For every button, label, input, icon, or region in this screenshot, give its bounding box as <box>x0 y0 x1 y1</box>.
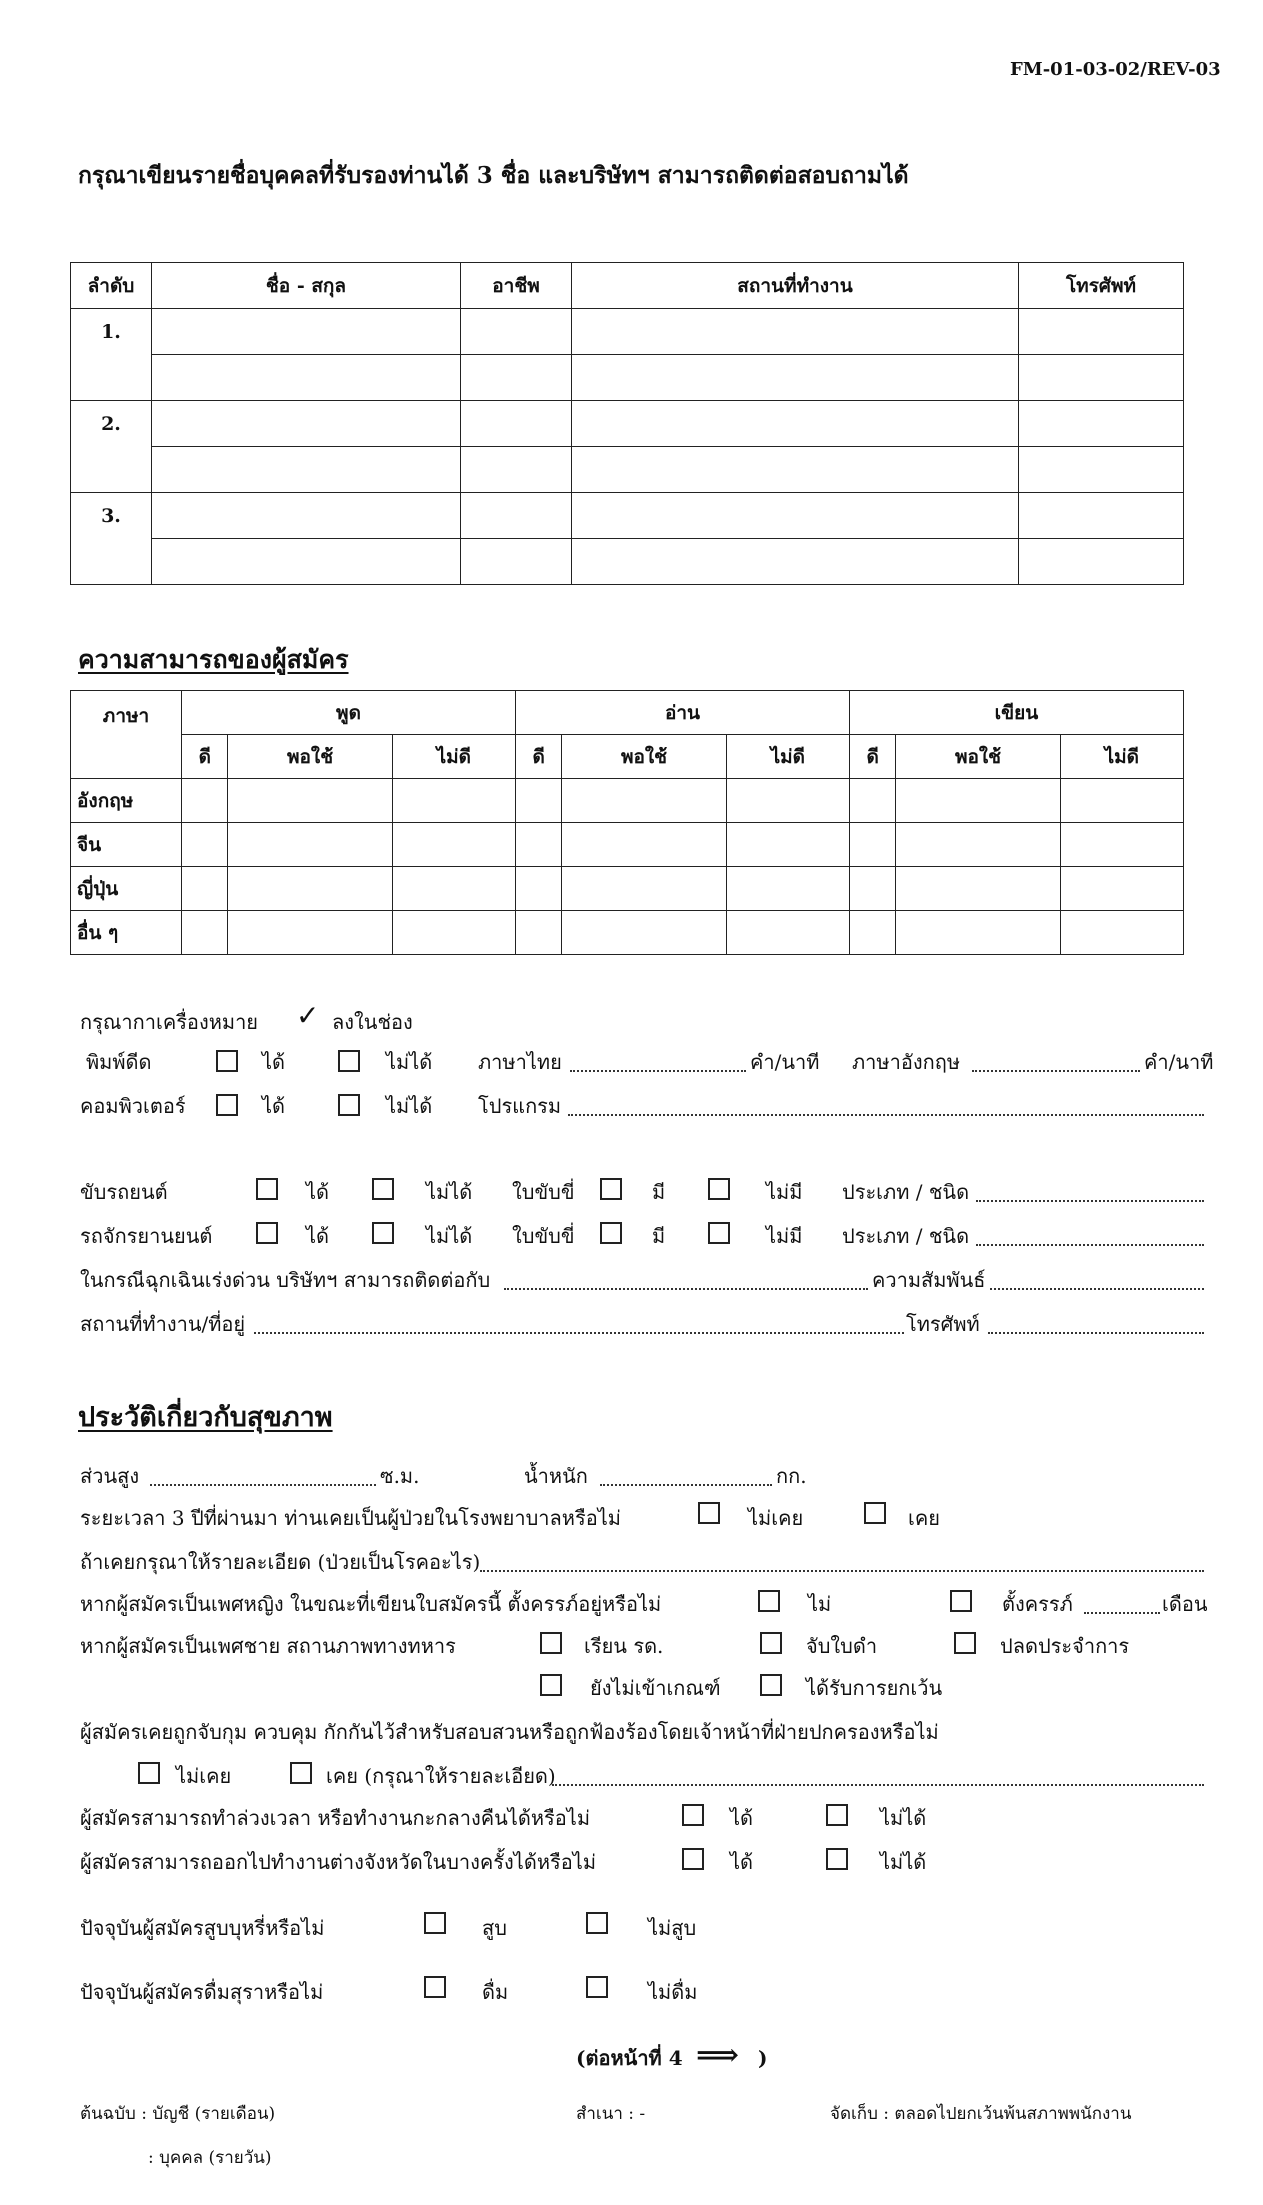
car-type-input[interactable] <box>976 1200 1204 1202</box>
check-mark-icon: ✓ <box>296 999 320 1032</box>
computer-cannot-label: ไม่ได้ <box>386 1094 433 1118</box>
typing-can-checkbox[interactable] <box>216 1050 238 1072</box>
smoke-yes-checkbox[interactable] <box>424 1912 446 1934</box>
program-label: โปรแกรม <box>478 1094 562 1118</box>
skill-read: อ่าน <box>515 691 849 735</box>
footer-storage: จัดเก็บ : ตลอดไปยกเว้นพ้นสภาพพนักงาน <box>830 2104 1132 2124</box>
arrest-never-checkbox[interactable] <box>138 1762 160 1784</box>
car-label: ขับรถยนต์ <box>80 1180 168 1204</box>
ref-1-phone[interactable] <box>1019 309 1184 355</box>
ref-1-phone-2[interactable] <box>1019 355 1184 401</box>
col-name: ชื่อ - สกุล <box>152 263 461 309</box>
moto-license-none-label: ไม่มี <box>766 1224 803 1248</box>
row-number: 2. <box>71 401 152 493</box>
car-cannot-checkbox[interactable] <box>372 1178 394 1200</box>
ref-3-name-2[interactable] <box>152 539 461 585</box>
hospital-ever-checkbox[interactable] <box>864 1502 886 1524</box>
smoke-question: ปัจจุบันผู้สมัครสูบบุหรี่หรือไม่ <box>80 1916 325 1940</box>
drink-no-checkbox[interactable] <box>586 1976 608 1998</box>
emergency-phone-label: โทรศัพท์ <box>906 1312 980 1336</box>
ref-3-phone-2[interactable] <box>1019 539 1184 585</box>
arrest-question: ผู้สมัครเคยถูกจับกุม ควบคุม กักกันไว้สำหรับสอบสวนหรือถูกฟ้องร้องโดยเจ้าหน้าที่ฝ่ายปกครองหรือไม่ <box>80 1720 939 1744</box>
health-heading: ประวัติเกี่ยวกับสุขภาพ <box>78 1402 333 1433</box>
moto-license-none-checkbox[interactable] <box>708 1222 730 1244</box>
military-not-yet-checkbox[interactable] <box>540 1674 562 1696</box>
ref-2-workplace-2[interactable] <box>572 447 1019 493</box>
lang-cell[interactable] <box>392 823 515 867</box>
typing-label: พิมพ์ดีด <box>86 1050 152 1074</box>
arrow-right-icon: ⟹ <box>696 2038 740 2073</box>
travel-can-label: ได้ <box>730 1850 754 1874</box>
travel-cannot-checkbox[interactable] <box>826 1848 848 1870</box>
military-rotc-label: เรียน รด. <box>584 1634 664 1658</box>
ref-2-phone-2[interactable] <box>1019 447 1184 493</box>
military-rotc-checkbox[interactable] <box>540 1632 562 1654</box>
continue-note: (ต่อหน้าที่ 4 <box>576 2046 683 2070</box>
lang-cell[interactable] <box>1060 823 1183 867</box>
travel-cannot-label: ไม่ได้ <box>880 1850 927 1874</box>
references-table <box>70 262 1184 585</box>
continue-close: ) <box>758 2046 768 2070</box>
lang-header: ภาษา <box>71 691 182 779</box>
weight-unit: กก. <box>776 1464 807 1488</box>
month-unit: เดือน <box>1162 1592 1208 1616</box>
typing-can-label: ได้ <box>262 1050 286 1074</box>
lang-cell[interactable] <box>515 867 561 911</box>
military-drafted-checkbox[interactable] <box>760 1632 782 1654</box>
col-workplace: สถานที่ทำงาน <box>572 263 1019 309</box>
lang-cell[interactable] <box>228 823 392 867</box>
skill-speak: พูด <box>182 691 516 735</box>
moto-license-label: ใบขับขี่ <box>512 1224 575 1248</box>
ref-2-name[interactable] <box>152 401 461 447</box>
level: พอใช้ <box>896 735 1060 779</box>
detail-input[interactable] <box>480 1570 1204 1572</box>
level: พอใช้ <box>228 735 392 779</box>
footer-original-2: : บุคคล (รายวัน) <box>148 2148 272 2168</box>
lang-cell[interactable] <box>896 911 1060 955</box>
instruction: กรุณากาเครื่องหมาย <box>80 1010 259 1034</box>
thai-wpm-input[interactable] <box>570 1070 746 1072</box>
smoke-no-checkbox[interactable] <box>586 1912 608 1934</box>
pregnant-yes-label: ตั้งครรภ์ <box>1002 1592 1073 1616</box>
address-label: สถานที่ทำงาน/ที่อยู่ <box>80 1312 246 1336</box>
lang-cell[interactable] <box>515 823 561 867</box>
lang-cell[interactable] <box>392 867 515 911</box>
computer-can-checkbox[interactable] <box>216 1094 238 1116</box>
moto-license-have-label: มี <box>652 1224 666 1248</box>
hospital-question: ระยะเวลา 3 ปีที่ผ่านมา ท่านเคยเป็นผู้ป่วยในโรงพยาบาลหรือไม่ <box>80 1506 621 1530</box>
lang-cell[interactable] <box>392 911 515 955</box>
arrest-never-label: ไม่เคย <box>176 1764 232 1788</box>
height-input[interactable] <box>150 1484 376 1486</box>
pregnant-yes-checkbox[interactable] <box>950 1590 972 1612</box>
travel-can-checkbox[interactable] <box>682 1848 704 1870</box>
hospital-ever-label: เคย <box>908 1506 940 1530</box>
ref-2-occupation-2[interactable] <box>461 447 572 493</box>
moto-can-label: ได้ <box>306 1224 330 1248</box>
car-license-none-checkbox[interactable] <box>708 1178 730 1200</box>
overtime-cannot-label: ไม่ได้ <box>880 1806 927 1830</box>
emergency-contact-input[interactable] <box>504 1288 868 1290</box>
ref-2-phone[interactable] <box>1019 401 1184 447</box>
ref-2-name-2[interactable] <box>152 447 461 493</box>
detail-question: ถ้าเคยกรุณาให้รายละเอียด (ป่วยเป็นโรคอะไร) <box>80 1550 481 1574</box>
typing-cannot-checkbox[interactable] <box>338 1050 360 1072</box>
level: ดี <box>182 735 228 779</box>
lang-cell[interactable] <box>896 823 1060 867</box>
ref-2-workplace[interactable] <box>572 401 1019 447</box>
military-not-yet-label: ยังไม่เข้าเกณฑ์ <box>590 1676 721 1700</box>
thai-label: ภาษาไทย <box>478 1050 562 1074</box>
lang-name: อังกฤษ <box>71 779 182 823</box>
lang-cell[interactable] <box>515 911 561 955</box>
lang-cell[interactable] <box>562 911 726 955</box>
typing-cannot-label: ไม่ได้ <box>386 1050 433 1074</box>
computer-label: คอมพิวเตอร์ <box>80 1094 186 1118</box>
lang-cell[interactable] <box>726 823 849 867</box>
drink-no-label: ไม่ดื่ม <box>648 1980 698 2004</box>
level: ดี <box>849 735 895 779</box>
travel-question: ผู้สมัครสามารถออกไปทำงานต่างจังหวัดในบางครั้งได้หรือไม่ <box>80 1850 597 1874</box>
moto-license-have-checkbox[interactable] <box>600 1222 622 1244</box>
lang-cell[interactable] <box>182 867 228 911</box>
relation-label: ความสัมพันธ์ <box>872 1268 986 1292</box>
lang-cell[interactable] <box>228 911 392 955</box>
pregnant-months-input[interactable] <box>1084 1612 1160 1614</box>
lang-cell[interactable] <box>896 779 1060 823</box>
lang-cell[interactable] <box>849 823 895 867</box>
drink-question: ปัจจุบันผู้สมัครดื่มสุราหรือไม่ <box>80 1980 324 2004</box>
female-question: หากผู้สมัครเป็นเพศหญิง ในขณะที่เขียนใบสมัครนี้ ตั้งครรภ์อยู่หรือไม่ <box>80 1592 662 1616</box>
lang-cell[interactable] <box>726 867 849 911</box>
lang-name: อื่น ๆ <box>71 911 182 955</box>
car-cannot-label: ไม่ได้ <box>426 1180 473 1204</box>
height-unit: ซ.ม. <box>380 1464 420 1488</box>
ref-1-workplace-2[interactable] <box>572 355 1019 401</box>
references-heading: กรุณาเขียนรายชื่อบุคคลที่รับรองท่านได้ 3 ชื่อ และบริษัทฯ สามารถติดต่อสอบถามได้ <box>78 162 909 189</box>
weight-input[interactable] <box>600 1484 772 1486</box>
level: ไม่ดี <box>392 735 515 779</box>
ref-3-name[interactable] <box>152 493 461 539</box>
lang-cell[interactable] <box>392 779 515 823</box>
lang-cell[interactable] <box>562 823 726 867</box>
car-license-have-checkbox[interactable] <box>600 1178 622 1200</box>
arrest-detail-input[interactable] <box>552 1784 1204 1786</box>
col-phone: โทรศัพท์ <box>1019 263 1184 309</box>
drink-yes-checkbox[interactable] <box>424 1976 446 1998</box>
computer-cannot-checkbox[interactable] <box>338 1094 360 1116</box>
overtime-cannot-checkbox[interactable] <box>826 1804 848 1826</box>
ref-1-occupation-2[interactable] <box>461 355 572 401</box>
weight-label: น้ำหนัก <box>524 1464 588 1488</box>
overtime-can-label: ได้ <box>730 1806 754 1830</box>
lang-name: จีน <box>71 823 182 867</box>
lang-cell[interactable] <box>515 779 561 823</box>
language-table <box>70 690 1184 955</box>
footer-copy: สำเนา : - <box>576 2104 646 2124</box>
overtime-question: ผู้สมัครสามารถทำล่วงเวลา หรือทำงานกะกลางคืนได้หรือไม่ <box>80 1806 591 1830</box>
row-number: 3. <box>71 493 152 585</box>
col-order: ลำดับ <box>71 263 152 309</box>
doc-code: FM-01-03-02/REV-03 <box>1010 59 1221 80</box>
moto-type-input[interactable] <box>976 1244 1204 1246</box>
level: ไม่ดี <box>1060 735 1183 779</box>
moto-type-label: ประเภท / ชนิด <box>842 1224 970 1248</box>
hospital-never-label: ไม่เคย <box>748 1506 804 1530</box>
footer-original: ต้นฉบับ : บัญชี (รายเดือน) <box>80 2104 276 2124</box>
lang-cell[interactable] <box>896 867 1060 911</box>
military-drafted-label: จับใบดำ <box>806 1634 878 1658</box>
program-input[interactable] <box>568 1114 1204 1116</box>
male-question: หากผู้สมัครเป็นเพศชาย สถานภาพทางทหาร <box>80 1634 456 1658</box>
military-discharged-label: ปลดประจำการ <box>1000 1634 1130 1658</box>
lang-cell[interactable] <box>182 911 228 955</box>
moto-cannot-checkbox[interactable] <box>372 1222 394 1244</box>
lang-cell[interactable] <box>562 779 726 823</box>
address-input[interactable] <box>254 1332 904 1334</box>
lang-cell[interactable] <box>1060 911 1183 955</box>
lang-cell[interactable] <box>849 867 895 911</box>
ref-3-occupation-2[interactable] <box>461 539 572 585</box>
eng-label: ภาษาอังกฤษ <box>852 1050 961 1074</box>
smoke-no-label: ไม่สูบ <box>648 1916 697 1940</box>
lang-cell[interactable] <box>562 867 726 911</box>
car-license-none-label: ไม่มี <box>766 1180 803 1204</box>
wpm-unit: คำ/นาที <box>750 1050 820 1074</box>
lang-cell[interactable] <box>182 779 228 823</box>
skill-write: เขียน <box>849 691 1183 735</box>
wpm-unit: คำ/นาที <box>1144 1050 1214 1074</box>
car-license-label: ใบขับขี่ <box>512 1180 575 1204</box>
moto-label: รถจักรยานยนต์ <box>80 1224 213 1248</box>
smoke-yes-label: สูบ <box>482 1916 507 1940</box>
lang-cell[interactable] <box>1060 779 1183 823</box>
moto-cannot-label: ไม่ได้ <box>426 1224 473 1248</box>
car-type-label: ประเภท / ชนิด <box>842 1180 970 1204</box>
ref-1-name-2[interactable] <box>152 355 461 401</box>
arrest-ever-label: เคย (กรุณาให้รายละเอียด) <box>326 1764 556 1788</box>
drink-yes-label: ดื่ม <box>482 1980 509 2004</box>
emergency-phone-input[interactable] <box>988 1332 1204 1334</box>
row-number: 1. <box>71 309 152 401</box>
ref-3-workplace-2[interactable] <box>572 539 1019 585</box>
language-heading: ความสามารถของผู้สมัคร <box>78 645 349 674</box>
ref-3-phone[interactable] <box>1019 493 1184 539</box>
lang-cell[interactable] <box>228 867 392 911</box>
ref-1-name[interactable] <box>152 309 461 355</box>
computer-can-label: ได้ <box>262 1094 286 1118</box>
lang-cell[interactable] <box>849 911 895 955</box>
hospital-never-checkbox[interactable] <box>698 1502 720 1524</box>
moto-can-checkbox[interactable] <box>256 1222 278 1244</box>
pregnant-no-label: ไม่ <box>808 1592 832 1616</box>
level: ดี <box>515 735 561 779</box>
military-exempt-checkbox[interactable] <box>760 1674 782 1696</box>
ref-3-workplace[interactable] <box>572 493 1019 539</box>
lang-cell[interactable] <box>849 779 895 823</box>
lang-cell[interactable] <box>726 911 849 955</box>
instruction-tail: ลงในช่อง <box>332 1010 413 1034</box>
ref-1-occupation[interactable] <box>461 309 572 355</box>
lang-cell[interactable] <box>182 823 228 867</box>
pregnant-no-checkbox[interactable] <box>758 1590 780 1612</box>
height-label: ส่วนสูง <box>80 1464 140 1488</box>
eng-wpm-input[interactable] <box>972 1070 1140 1072</box>
car-can-label: ได้ <box>306 1180 330 1204</box>
relation-input[interactable] <box>990 1288 1204 1290</box>
col-occupation: อาชีพ <box>461 263 572 309</box>
ref-3-occupation[interactable] <box>461 493 572 539</box>
overtime-can-checkbox[interactable] <box>682 1804 704 1826</box>
level: พอใช้ <box>562 735 726 779</box>
lang-name: ญี่ปุ่น <box>71 867 182 911</box>
level: ไม่ดี <box>726 735 849 779</box>
military-exempt-label: ได้รับการยกเว้น <box>806 1676 943 1700</box>
military-discharged-checkbox[interactable] <box>954 1632 976 1654</box>
car-license-have-label: มี <box>652 1180 666 1204</box>
lang-cell[interactable] <box>1060 867 1183 911</box>
car-can-checkbox[interactable] <box>256 1178 278 1200</box>
lang-cell[interactable] <box>726 779 849 823</box>
lang-cell[interactable] <box>228 779 392 823</box>
arrest-ever-checkbox[interactable] <box>290 1762 312 1784</box>
emergency-label: ในกรณีฉุกเฉินเร่งด่วน บริษัทฯ สามารถติดต่อกับ <box>80 1268 491 1292</box>
ref-2-occupation[interactable] <box>461 401 572 447</box>
ref-1-workplace[interactable] <box>572 309 1019 355</box>
